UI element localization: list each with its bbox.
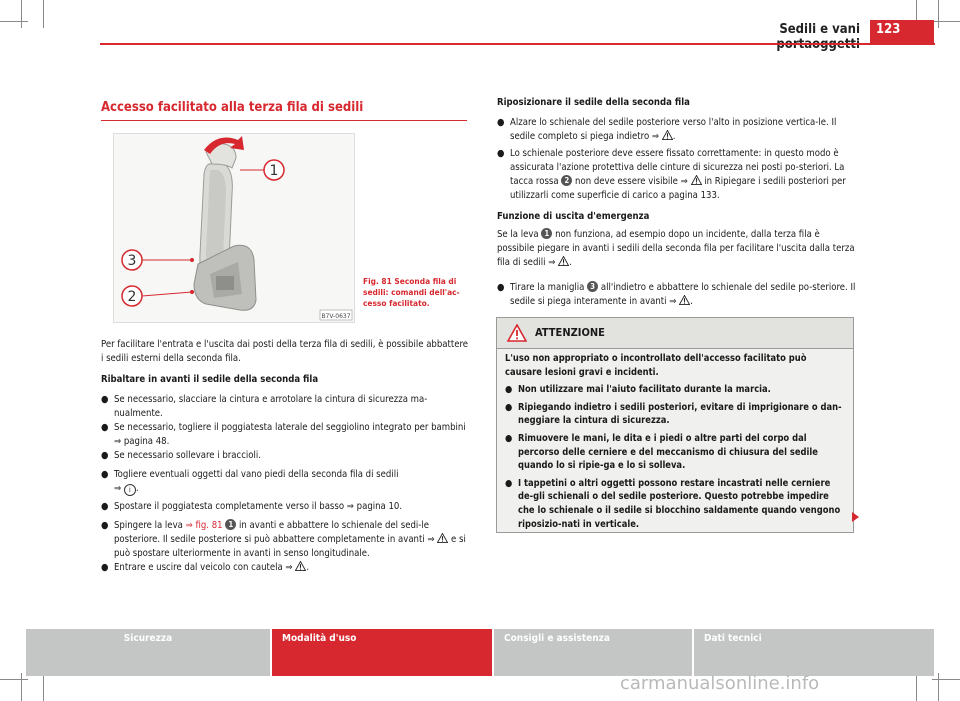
figure-caption: Fig. 81 Seconda fila di sedili: comandi dell'ac-cesso facilitato. <box>363 276 460 308</box>
bullet-dot: ● <box>101 501 109 512</box>
chapter-tabs <box>26 629 934 676</box>
emergency-paragraph: Se la leva 1 non funziona, ad esempio dopo un incidente, dalla terza fila è possibile piegare in avanti i sedili della seconda fila per facilitare l'uscita dalla terza fila di sedili ⇒ . <box>497 229 855 268</box>
right-bullet-3: Tirare la maniglia 3 all'indietro e abbattere lo schienale del sedile po-steriore. Il sedile si piega interamente in avanti ⇒ . <box>510 282 856 307</box>
warning-triangle-icon <box>662 130 673 140</box>
warning-item: ● Non utilizzare mai l'aiuto facilitato durante la marcia. <box>505 384 771 396</box>
figure-code: B7V-0637 <box>321 313 351 320</box>
warning-item: ● Ripiegando indietro i sedili posteriori, evitare di imprigionare o dan-neggiare la cintura di sicurezza. <box>505 401 842 427</box>
right-bullet-2 <box>510 147 856 203</box>
bullet-6-text-c: e si può spostare ulteriormente in avanti in senso longitudinale. <box>114 534 466 559</box>
warning-item-text: Ripiegando indietro i sedili posteriori, evitare di imprigionare o dan-neggiare la cintura di sicurezza. <box>518 401 842 427</box>
right-bullet-2-text-c: in Ripiegare i sedili posteriori per utilizzarli come superficie di carico a pagina 133. <box>510 176 846 201</box>
bullet-dot: ● <box>497 148 505 159</box>
handle-badge-3: 3 <box>587 281 598 292</box>
warning-item-text: Non utilizzare mai l'aiuto facilitato durante la marcia. <box>518 384 771 396</box>
tab-modalita-uso[interactable] <box>272 629 492 676</box>
bullet-4: Togliere eventuali oggetti dal vano piedi della seconda fila di sedili ⇒ i . <box>114 469 399 494</box>
figure-reference-link[interactable]: ⇒ fig. 81 <box>185 520 223 531</box>
sub-heading: Ribaltare in avanti il sedile della seconda fila <box>101 374 319 385</box>
tab-label: Consigli e assistenza <box>504 633 610 644</box>
tab-dati-tecnici[interactable] <box>694 629 934 676</box>
crop-mark <box>938 0 939 28</box>
watermark: carmanualsonline.info <box>620 673 820 694</box>
right-bullet-1: Alzare lo schienale del sedile posteriore verso l'alto in posizione vertica-le. Il sedile completo si piega indietro ⇒ . <box>510 117 837 142</box>
bullet-6: Spingere la leva ⇒ fig. 81 1 in avanti e abbattere lo schienale del sedi-le posteriore. Il sedile posteriore si può abbattere completamente in avanti ⇒ e si può spostare ulteriormente in avanti in senso longitudinale. <box>114 520 466 559</box>
bullet-7-text: Entrare e uscire dal veicolo con cautela ⇒ <box>114 562 293 573</box>
bullet-dot: ● <box>101 520 109 531</box>
bullet-dot: ● <box>101 394 109 405</box>
warning-triangle-icon <box>437 533 448 543</box>
crop-mark <box>21 0 22 28</box>
emergency-text-a: Se la leva <box>497 229 539 240</box>
warning-box <box>496 317 854 533</box>
section-title: Accesso facilitato alla terza fila di sedili <box>101 100 364 115</box>
bullet-dot: ● <box>101 422 109 433</box>
right-bullet-2-text-b: non deve essere visibile ⇒ <box>575 176 688 187</box>
bullet-dot: ● <box>101 450 109 461</box>
crop-mark <box>916 673 917 701</box>
right-bullet-3-text-a: Tirare la maniglia <box>510 282 585 293</box>
warning-triangle-icon <box>558 256 569 266</box>
seat-illustration <box>114 134 354 322</box>
callout-2-label: 2 <box>127 289 137 305</box>
right-bullet-3-text-b: all'indietro e abbattere lo schienale del sedile po-steriore. Il sedile si piega interamente in avanti ⇒ <box>510 282 856 307</box>
crop-mark <box>938 673 939 701</box>
bullet-4-arrow: ⇒ <box>114 483 122 494</box>
bullet-dot: ● <box>497 117 505 128</box>
warning-intro: L'uso non appropriato o incontrollato dell'accesso facilitato può causare lesioni gravi e incidenti. <box>505 353 807 378</box>
info-icon: i <box>124 484 136 496</box>
warning-item: ● I tappetini o altri oggetti possono restare incastrati nelle cerniere de-gli schienali o del sedile posteriore. Questo potrebbe impedire che lo schienale o il sedile si blocchino saldamente quando vengono riposizio-nati in verticale. <box>505 477 841 530</box>
bullet-5: Spostare il poggiatesta completamente verso il basso ⇒ pagina 10. <box>114 501 403 512</box>
bullet-7: Entrare e uscire dal veicolo con cautela ⇒ . <box>114 562 310 573</box>
warning-title: ATTENZIONE <box>535 326 605 339</box>
right-bullet-1-text: Alzare lo schienale del sedile posteriore verso l'alto in posizione vertica-le. Il sedile completo si piega indietro ⇒ <box>510 117 837 142</box>
callout-1-label: 1 <box>269 163 279 179</box>
crop-mark <box>932 679 960 680</box>
crop-mark <box>0 21 28 22</box>
notch-badge-2: 2 <box>561 175 572 186</box>
tab-label: Dati tecnici <box>704 633 762 644</box>
crop-mark <box>43 0 44 28</box>
bullet-3: Se necessario sollevare i braccioli. <box>114 450 261 461</box>
tab-sicurezza[interactable] <box>26 629 270 676</box>
tab-label: Sicurezza <box>123 633 173 644</box>
bullet-dot: ● <box>101 469 109 480</box>
page-number: 123 <box>870 20 934 45</box>
callout-3-label: 3 <box>127 253 137 269</box>
heading-emergency: Funzione di uscita d'emergenza <box>497 211 650 222</box>
crop-mark <box>0 679 28 680</box>
bullet-6-text-a: Spingere la leva <box>114 520 183 531</box>
bullet-4-text: Togliere eventuali oggetti dal vano piedi della seconda fila di sedili <box>114 469 399 480</box>
continue-arrow-icon <box>852 512 859 522</box>
bullet-dot: ● <box>497 282 505 293</box>
warning-body <box>505 352 845 531</box>
seat-figure <box>113 133 355 323</box>
warning-header <box>497 318 853 349</box>
warning-triangle-icon <box>507 324 527 342</box>
tab-label: Modalità d'uso <box>282 633 357 644</box>
right-bullet-2-text-a: Lo schienale posteriore deve essere fissato correttamente: in questo modo è assicurata l'azione protettiva delle cinture di sicurezza nei posti po-steriori. La tacca rossa <box>510 148 845 187</box>
tab-consigli-assistenza[interactable] <box>494 629 692 676</box>
bullet-6-text-b: in avanti e abbattere lo schienale del sedi-le posteriore. Il sedile posteriore si può abbattere completamente in avanti <box>114 520 429 545</box>
warning-item: ● Rimuovere le mani, le dita e i piedi o altre parti del corpo dal percorso delle cerniere e del meccanismo di chiusura del sedile quando lo si ripie-ga e lo si solleva. <box>505 432 818 472</box>
lever-badge-1: 1 <box>541 228 552 239</box>
bullet-2: Se necessario, togliere il poggiatesta laterale del seggiolino integrato per bambini ⇒ pagina 48. <box>114 422 466 447</box>
emergency-text-b: non funziona, ad esempio dopo un incidente, dalla terza fila è possibile piegare in avanti i sedili della seconda fila per facilitare l'uscita dalla terza fila di sedili ⇒ <box>497 229 855 268</box>
warning-item-text: Rimuovere le mani, le dita e i piedi o altre parti del corpo dal percorso delle cerniere e del meccanismo di chiusura del sedile quando lo si ripie-ga e lo si solleva. <box>518 432 818 472</box>
header-rule <box>100 43 935 45</box>
section-rule <box>101 120 467 121</box>
bullet-1: Se necessario, slacciare la cintura e arrotolare la cintura di sicurezza ma-nualmente. <box>114 394 428 419</box>
intro-paragraph: Per facilitare l'entrata e l'uscita dai posti della terza fila di sedili, è possibile abbattere i sedili esterni della seconda fila. <box>101 339 469 364</box>
warning-triangle-icon <box>691 175 702 185</box>
crop-mark <box>43 673 44 701</box>
lever-badge-1: 1 <box>225 519 236 530</box>
warning-triangle-icon <box>295 561 306 571</box>
warning-triangle-icon <box>679 295 690 305</box>
crop-mark <box>21 673 22 701</box>
crop-mark <box>932 21 960 22</box>
chapter-title: Sedili e vani <box>779 22 860 37</box>
bullet-dot: ● <box>101 562 109 573</box>
heading-reposition: Riposizionare il sedile della seconda fila <box>497 97 690 108</box>
warning-item-text: I tappetini o altri oggetti possono restare incastrati nelle cerniere de-gli schienali o del sedile posteriore. Questo potrebbe impedire che lo schienale o il sedile si blocchino saldamente quando vengono riposizio-nati in verticale. <box>518 477 841 530</box>
